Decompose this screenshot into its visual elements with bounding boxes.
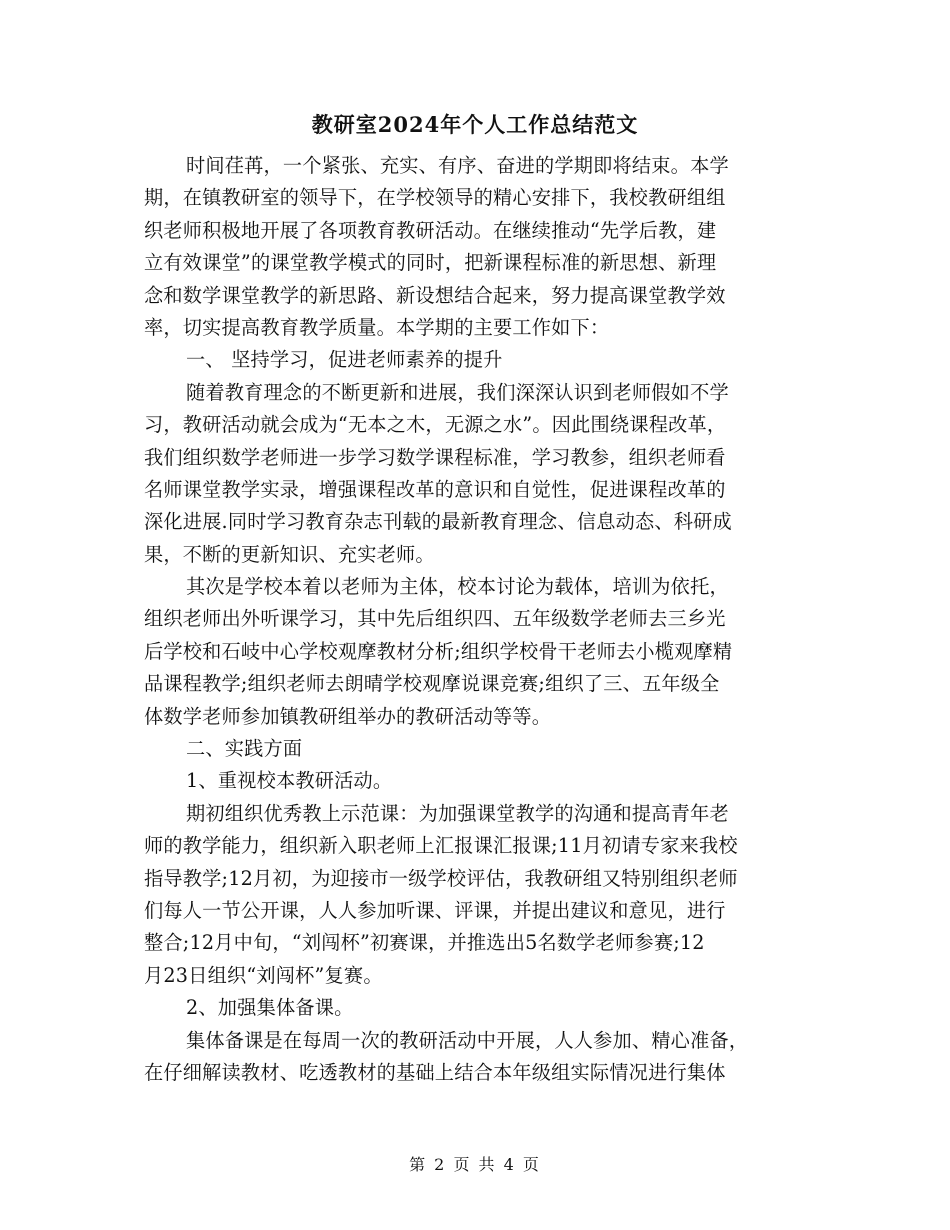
- text-line: 一、 坚持学习，促进老师素养的提升: [186, 348, 503, 372]
- text-line: 师的教学能力，组织新入职老师上汇报课汇报课;11月初请专家来我校: [144, 834, 738, 858]
- text-line: 名师课堂教学实录，增强课程改革的意识和自觉性，促进课程改革的: [144, 477, 726, 501]
- text-line: 们每人一节公开课，人人参加听课、评课，并提出建议和意见，进行: [144, 898, 726, 922]
- text-line: 二、实践方面: [186, 737, 303, 761]
- text-line: 深化进展.同时学习教育杂志刊载的最新教育理念、信息动态、科研成: [144, 510, 732, 534]
- text-line: 习，教研活动就会成为“无本之木，无源之水”。因此围绕课程改革，: [144, 413, 727, 437]
- text-line: 2、加强集体备课。: [186, 996, 354, 1020]
- text-line: 果，不断的更新知识、充实老师。: [144, 542, 435, 566]
- text-line: 后学校和石岐中心学校观摩教材分析;组织学校骨干老师去小榄观摩精: [144, 639, 733, 663]
- text-line: 整合;12月中旬，“刘闯杯”初赛课，并推选出5名数学老师参赛;12: [144, 931, 705, 955]
- text-line: 在仔细解读教材、吃透教材的基础上结合本年级组实际情况进行集体: [144, 1060, 726, 1084]
- text-line: 月23日组织“刘闯杯”复赛。: [144, 963, 383, 987]
- text-line: 其次是学校本着以老师为主体，校本讨论为载体，培训为依托，: [186, 575, 729, 599]
- text-line: 1、重视校本教研活动。: [186, 769, 393, 793]
- text-line: 我们组织数学老师进一步学习数学课程标准，学习教参，组织老师看: [144, 445, 726, 469]
- text-line: 期，在镇教研室的领导下，在学校领导的精心安排下，我校教研组组: [144, 186, 726, 210]
- text-line: 指导教学;12月初，为迎接市一级学校评估，我教研组又特别组织老师: [144, 866, 738, 890]
- text-line: 组织老师出外听课学习，其中先后组织四、五年级数学老师去三乡光: [144, 607, 726, 631]
- text-line: 念和数学课堂教学的新思路、新设想结合起来，努力提高课堂教学效: [144, 283, 726, 307]
- document-body: [144, 150, 809, 1089]
- text-line: 随着教育理念的不断更新和进展，我们深深认识到老师假如不学: [186, 380, 729, 404]
- document-title: 教研室2024年个人工作总结范文: [311, 112, 639, 137]
- text-line: 体数学老师参加镇教研组举办的教研活动等等。: [144, 704, 552, 728]
- text-line: 期初组织优秀教上示范课：为加强课堂教学的沟通和提高青年老: [186, 801, 729, 825]
- text-line: 品课程教学;组织老师去朗晴学校观摩说课竞赛;组织了三、五年级全: [144, 672, 720, 696]
- text-line: 率，切实提高教育教学质量。本学期的主要工作如下：: [144, 315, 610, 339]
- text-line: 织老师积极地开展了各项教育教研活动。在继续推动“先学后教，建: [144, 218, 717, 242]
- text-line: 时间荏苒，一个紧张、充实、有序、奋进的学期即将结束。本学: [186, 154, 729, 177]
- text-line: 立有效课堂”的课堂教学模式的同时，把新课程标准的新思想、新理: [144, 251, 717, 275]
- text-line: 集体备课是在每周一次的教研活动中开展，人人参加、精心准备，: [186, 1028, 749, 1052]
- page-footer: 第 2 页 共 4 页: [409, 1155, 541, 1174]
